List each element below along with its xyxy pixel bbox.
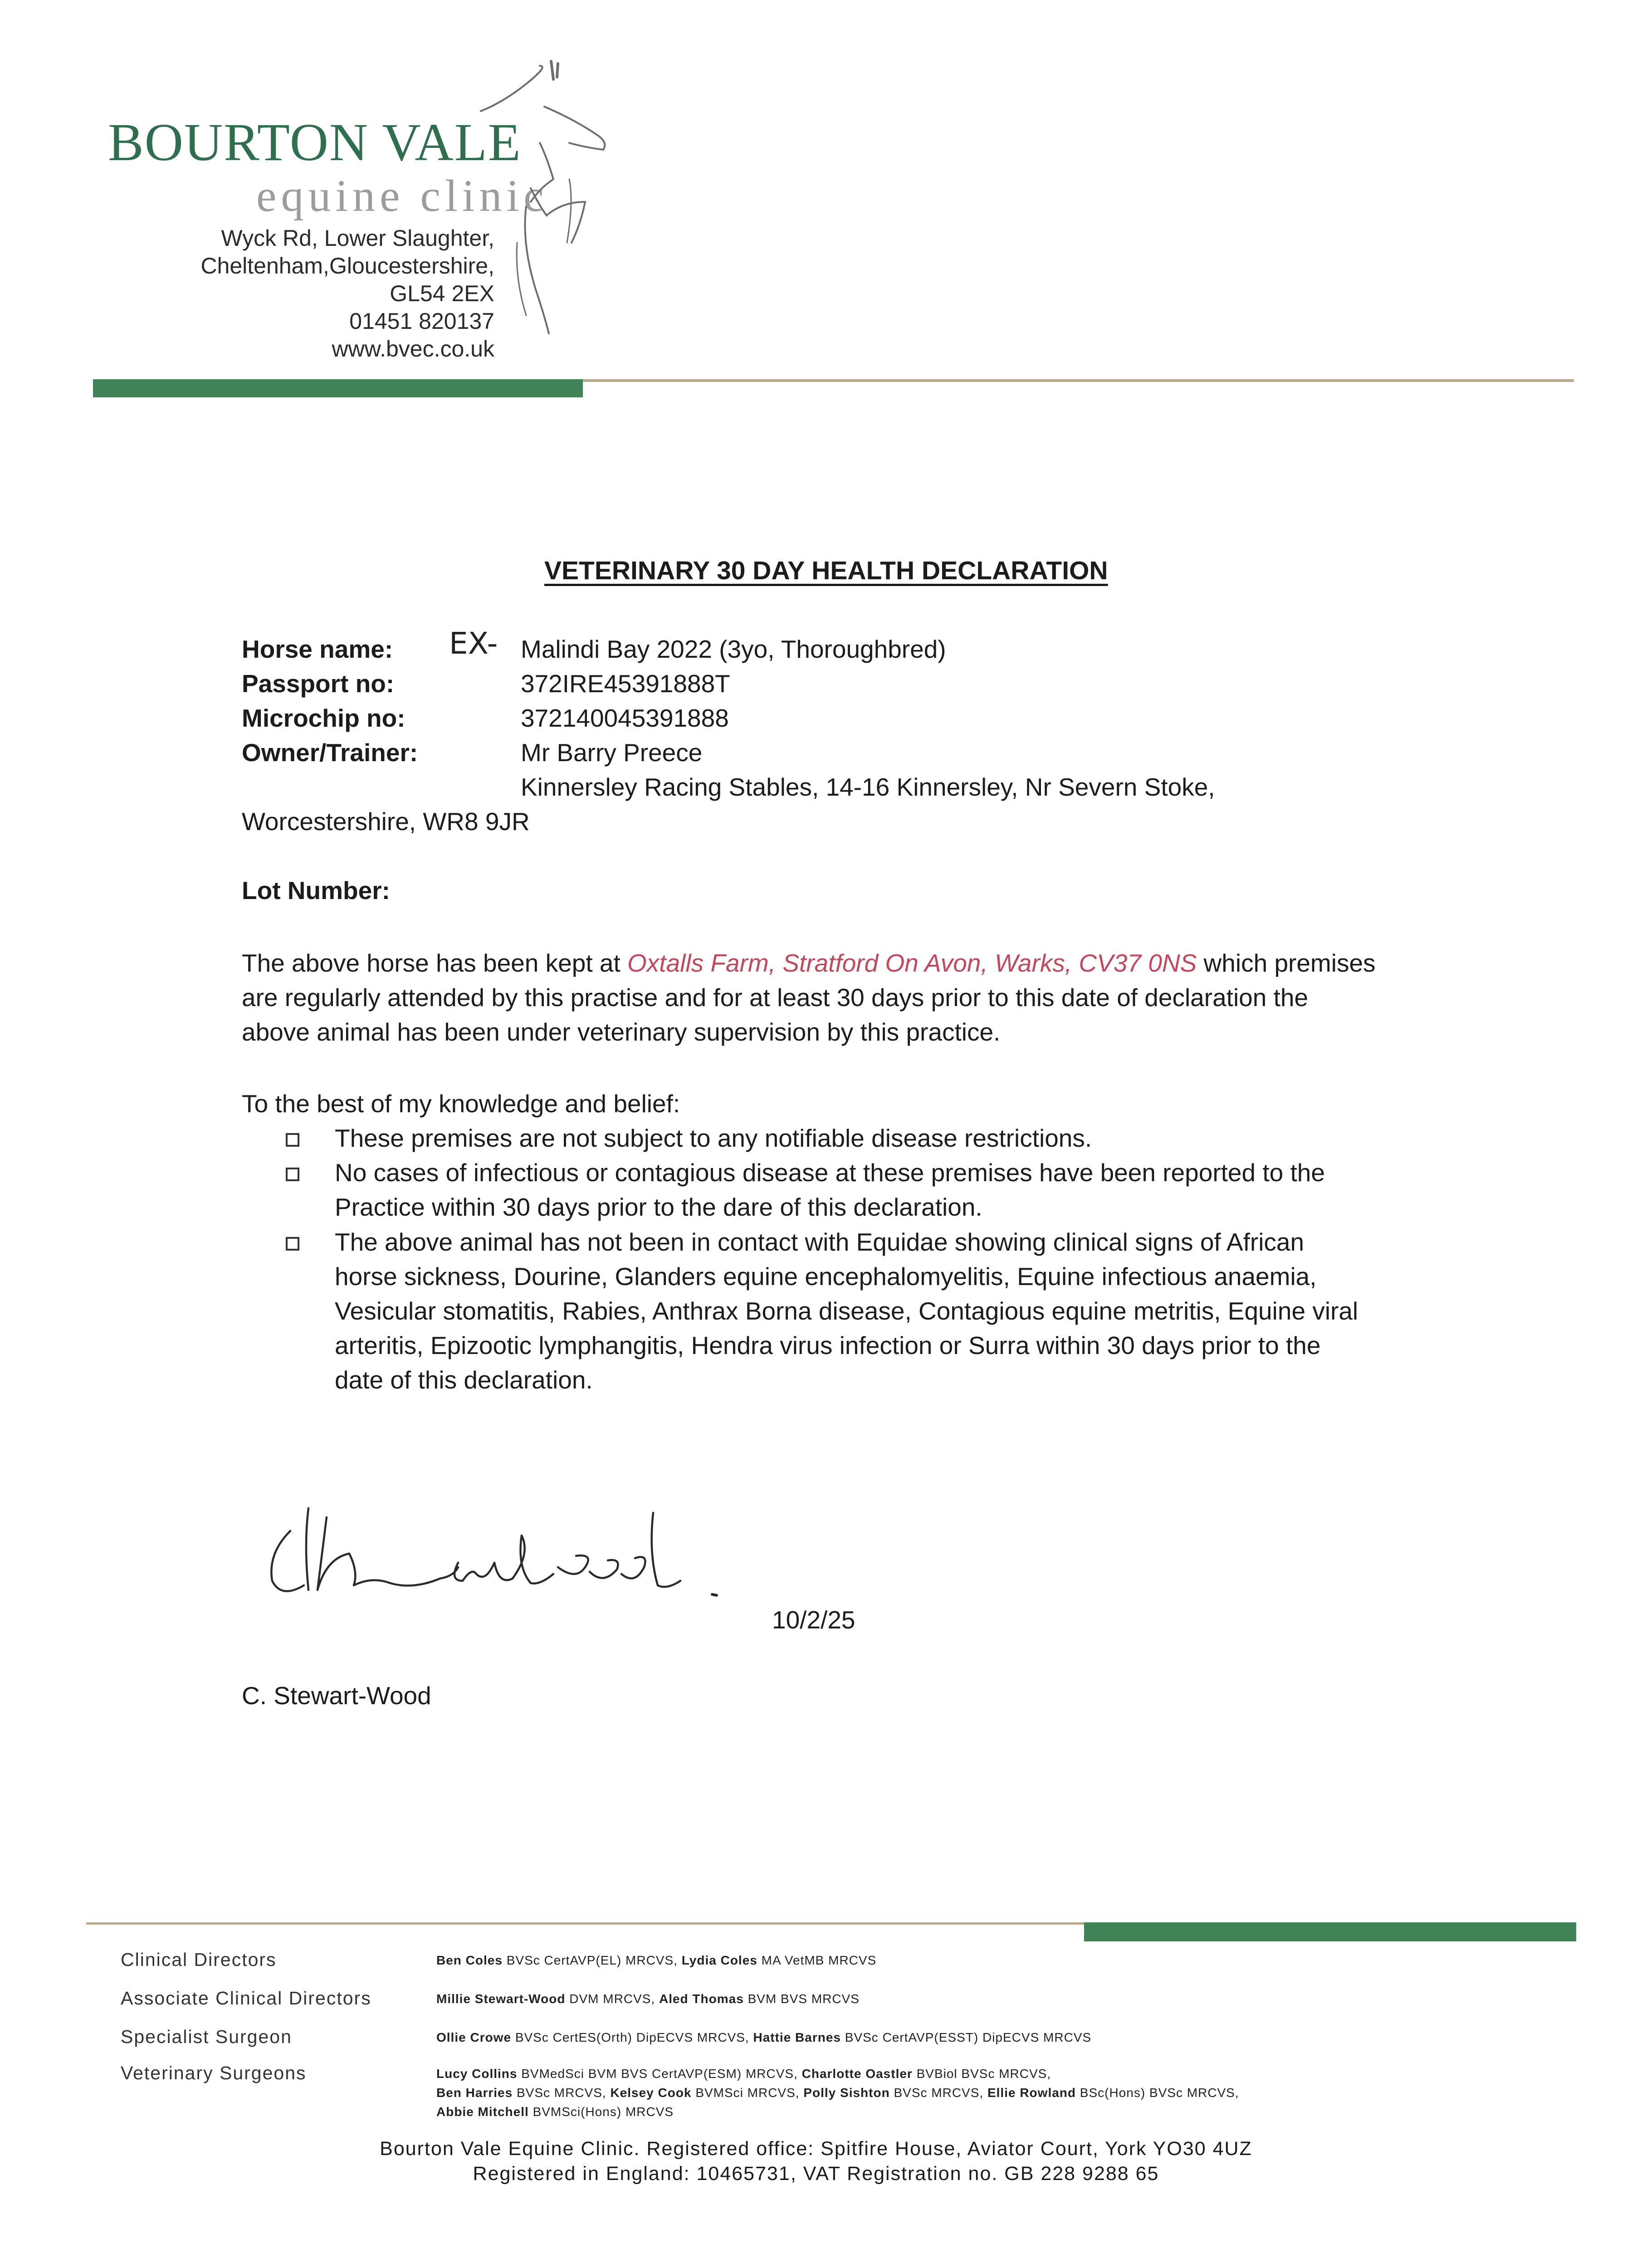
staff-credentials: BVMSci(Hons) MRCVS [533, 2105, 674, 2119]
signature-date: 10/2/25 [772, 1606, 855, 1634]
staff-credentials: BVSc CertAVP(EL) MRCVS, [506, 1953, 678, 1967]
declaration-line: are regularly attended by this practise and for at least 30 days prior to this date of declaration the [242, 983, 1309, 1012]
lot-number-label: Lot Number: [242, 876, 390, 904]
declaration-line: above animal has been under veterinary supervision by this practice. [242, 1018, 1001, 1046]
staff-name: Ben Coles [436, 1953, 503, 1967]
declaration-line1-rest: which premises [1203, 949, 1376, 977]
staff-names [436, 1989, 860, 2009]
address-line: Wyck Rd, Lower Slaughter, [221, 225, 494, 251]
header-green-bar [93, 379, 583, 397]
owner-trainer-label: Owner/Trainer: [242, 738, 418, 767]
statement-line: horse sickness, Dourine, Glanders equine encephalomyelitis, Equine infectious anaemia, [335, 1262, 1317, 1290]
header-divider-line [583, 379, 1574, 382]
owner-address-line: Worcestershire, WR8 9JR [242, 807, 530, 836]
microchip-label: Microchip no: [242, 704, 406, 732]
statement-line: Practice within 30 days prior to the dare of this declaration. [335, 1193, 982, 1221]
handwritten-ex-annotation: EX- [449, 626, 498, 661]
declaration-paragraph [242, 946, 1439, 1049]
staff-role: Specialist Surgeon [121, 2026, 292, 2047]
registered-office-line: Bourton Vale Equine Clinic. Registered office: Spitfire House, Aviator Court, York YO30 4UZ [380, 2138, 1252, 2160]
statement-line: Vesicular stomatitis, Rabies, Anthrax Borna disease, Contagious equine metritis, Equine viral [335, 1297, 1358, 1325]
owner-address-line: Kinnersley Racing Stables, 14-16 Kinnersley, Nr Severn Stoke, [521, 773, 1215, 801]
website-url: www.bvec.co.uk [332, 336, 494, 362]
staff-role: Clinical Directors [121, 1949, 277, 1970]
staff-credentials: MA VetMB MRCVS [761, 1953, 877, 1967]
staff-line [436, 2028, 1091, 2047]
staff-name: Millie Stewart-Wood [436, 1992, 566, 2006]
phone-number: 01451 820137 [349, 308, 494, 334]
declaration-intro: The above horse has been kept at [242, 949, 621, 977]
footer-divider-line [86, 1922, 1084, 1925]
horse-name-label: Horse name: [242, 635, 393, 663]
address-line: GL54 2EX [390, 281, 494, 306]
staff-role: Veterinary Surgeons [121, 2063, 307, 2083]
checkbox-icon [286, 1155, 304, 1190]
staff-name: Lucy Collins [436, 2067, 518, 2081]
staff-names [436, 1951, 876, 1970]
checkbox-icon [286, 1121, 304, 1155]
statement-line: The above animal has not been in contact with Equidae showing clinical signs of African [335, 1228, 1305, 1256]
signatory-name: C. Stewart-Wood [242, 1681, 431, 1710]
footer-green-bar [1084, 1922, 1576, 1941]
staff-credentials: BSc(Hons) BVSc MRCVS, [1080, 2086, 1239, 2100]
staff-line [436, 2083, 1239, 2102]
statement-line: These premises are not subject to any notifiable disease restrictions. [335, 1124, 1092, 1152]
registration-numbers-line: Registered in England: 10465731, VAT Registration no. GB 228 9288 65 [473, 2163, 1159, 2185]
microchip-value: 372140045391888 [521, 704, 729, 732]
clinic-address-block [200, 225, 494, 363]
staff-credentials: BVM BVS MRCVS [748, 1992, 860, 2006]
staff-line [436, 2064, 1239, 2083]
statement-line: No cases of infectious or contagious disease at these premises have been reported to the [335, 1158, 1325, 1187]
staff-credentials: BVMSci MRCVS, [695, 2086, 800, 2100]
staff-name: Hattie Barnes [753, 2030, 841, 2044]
staff-credentials: DVM MRCVS, [569, 1992, 655, 2006]
statement-item [335, 1155, 1432, 1224]
statement-line: arteritis, Epizootic lymphangitis, Hendra virus infection or Surra within 30 days prior to the [335, 1331, 1321, 1359]
handwritten-signature [259, 1476, 748, 1613]
staff-name: Abbie Mitchell [436, 2105, 529, 2119]
staff-credentials: BVSc CertAVP(ESST) DipECVS MRCVS [845, 2030, 1092, 2044]
address-line: Cheltenham,Gloucestershire, [200, 253, 494, 279]
statement-line: date of this declaration. [335, 1366, 593, 1394]
staff-name: Aled Thomas [659, 1992, 744, 2006]
staff-names [436, 2064, 1239, 2121]
staff-role: Associate Clinical Directors [121, 1988, 371, 2009]
staff-credentials: BVSc CertES(Orth) DipECVS MRCVS, [515, 2030, 749, 2044]
staff-credentials: BVSc MRCVS, [516, 2086, 606, 2100]
registered-office-info [0, 2136, 1632, 2186]
clinic-logo-subtitle: equine clinic [256, 171, 548, 221]
staff-name: Polly Sishton [803, 2086, 890, 2100]
belief-intro: To the best of my knowledge and belief: [242, 1090, 680, 1118]
owner-trainer-value: Mr Barry Preece [521, 738, 703, 767]
statement-item [335, 1225, 1432, 1397]
clinic-logo-title: BOURTON VALE [108, 112, 522, 172]
staff-names [436, 2028, 1091, 2047]
staff-credentials: BVSc MRCVS, [894, 2086, 984, 2100]
staff-name: Ollie Crowe [436, 2030, 512, 2044]
staff-line [436, 2102, 1239, 2121]
passport-label: Passport no: [242, 670, 395, 698]
staff-line [436, 1989, 860, 2009]
staff-name: Charlotte Oastler [801, 2067, 913, 2081]
staff-credentials: BVMedSci BVM BVS CertAVP(ESM) MRCVS, [521, 2067, 798, 2081]
checkbox-icon [286, 1225, 304, 1259]
horse-name-value: Malindi Bay 2022 (3yo, Thoroughbred) [521, 635, 946, 663]
statement-item [335, 1121, 1432, 1155]
staff-line [436, 1951, 876, 1970]
document-title: VETERINARY 30 DAY HEALTH DECLARATION [544, 556, 1108, 585]
staff-name: Lydia Coles [681, 1953, 757, 1967]
passport-value: 372IRE45391888T [521, 670, 730, 698]
declaration-line [242, 946, 1439, 980]
premises-address: Oxtalls Farm, Stratford On Avon, Warks, CV37 0NS [627, 949, 1197, 977]
staff-name: Ellie Rowland [987, 2086, 1076, 2100]
staff-name: Kelsey Cook [610, 2086, 692, 2100]
staff-credentials: BVBiol BVSc MRCVS, [916, 2067, 1051, 2081]
staff-name: Ben Harries [436, 2086, 513, 2100]
